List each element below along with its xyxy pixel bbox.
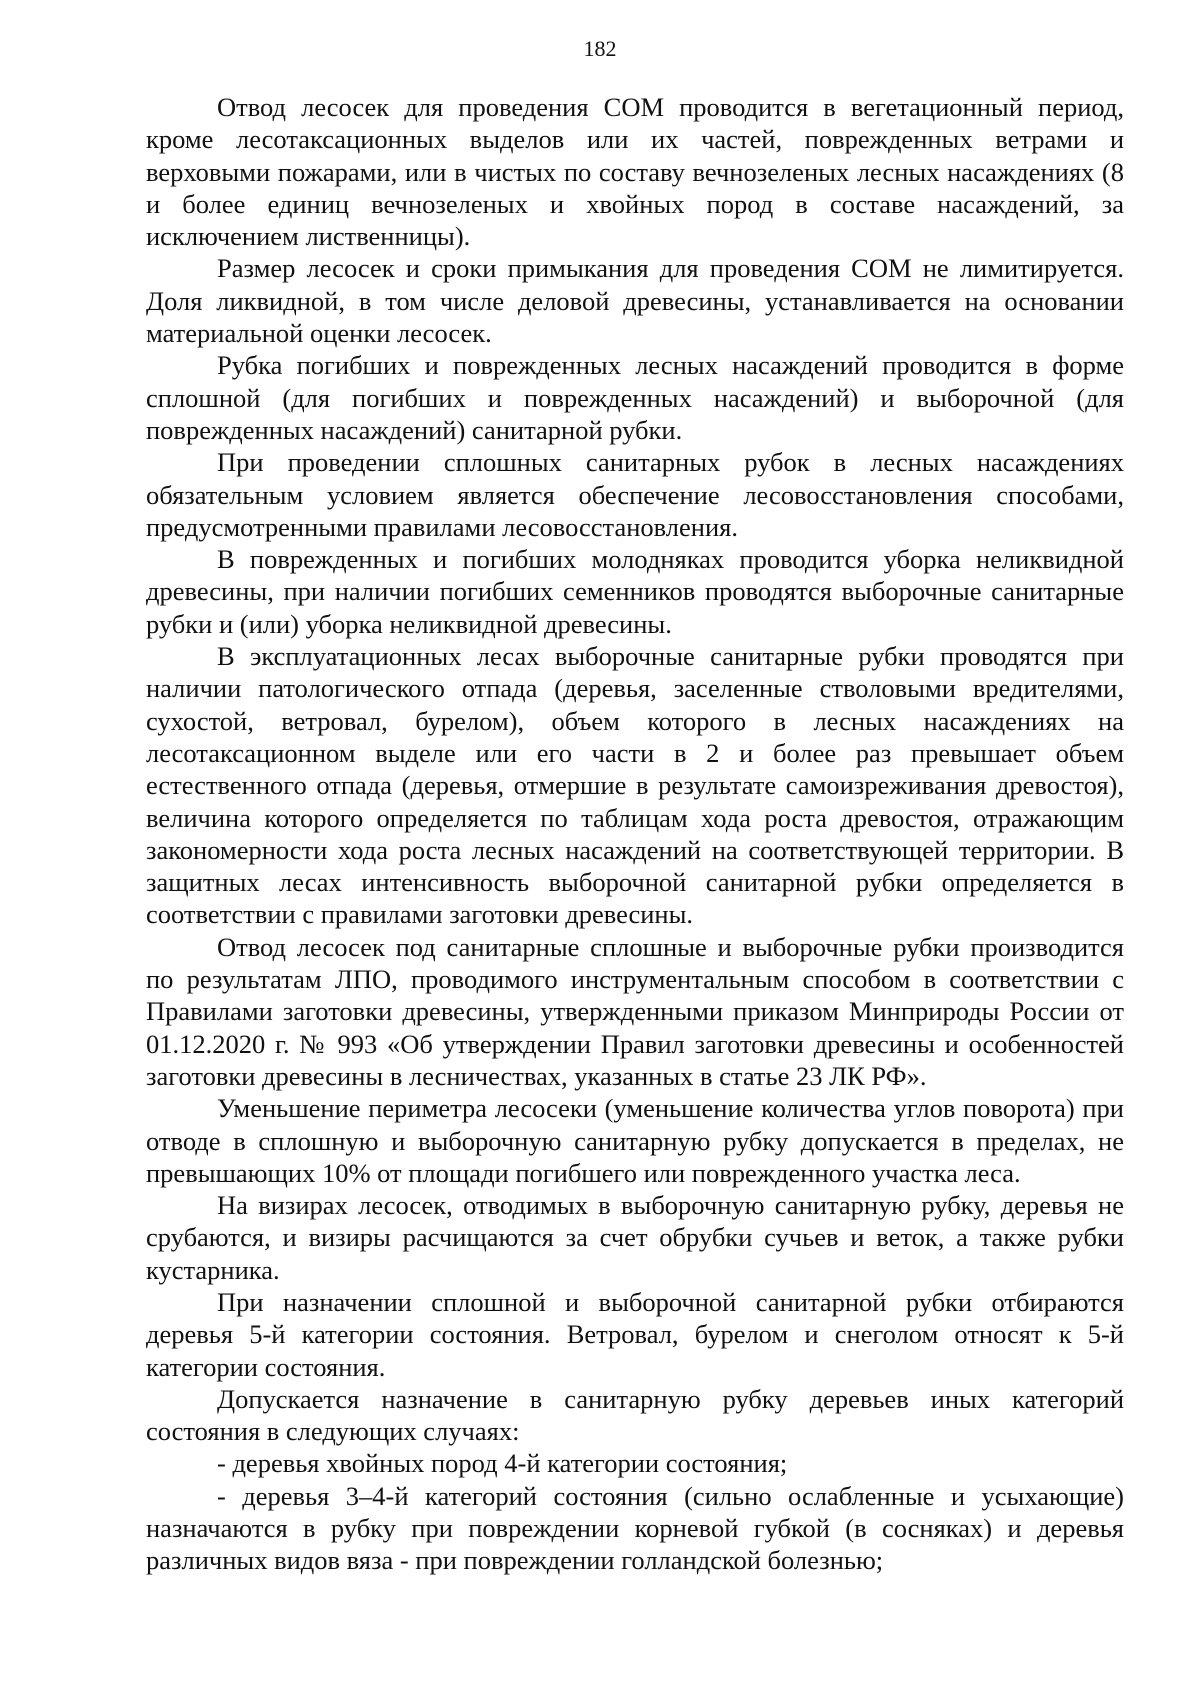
paragraph: В поврежденных и погибших молодняках проводится уборка неликвидной древесины, при наличии погибших семенников проводятся выборочные санитарные рубки и (или) уборка неликвидной древесины. bbox=[146, 544, 1124, 639]
paragraph: При проведении сплошных санитарных рубок в лесных насаждениях обязательным условием является обеспечение лесовосстановления способами, предусмотренными правилами лесовосстановления. bbox=[146, 447, 1124, 542]
list-item: - деревья 3–4-й категорий состояния (сильно ослабленные и усыхающие) назначаются в рубку при повреждении корневой губкой (в сосняках) и деревья различных видов вяза - при повреждении голландской болезнью; bbox=[146, 1480, 1124, 1576]
paragraph: Уменьшение периметра лесосеки (уменьшение количества углов поворота) при отводе в сплошную и выборочную санитарную рубку допускается в пределах, не превышающих 10% от площади погибшего или поврежденного участка леса. bbox=[146, 1093, 1124, 1188]
document-body bbox=[146, 91, 1124, 1577]
paragraph: Размер лесосек и сроки примыкания для проведения СОМ не лимитируется. Доля ликвидной, в том числе деловой древесины, устанавливается на основании материальной оценки лесосек. bbox=[146, 253, 1124, 349]
page-number: 182 bbox=[583, 36, 617, 61]
paragraph: При назначении сплошной и выборочной санитарной рубки отбираются деревья 5-й категории состояния. Ветровал, бурелом и снеголом относят к 5-й категории состояния. bbox=[146, 1286, 1124, 1382]
paragraph: Отвод лесосек для проведения СОМ проводится в вегетационный период, кроме лесотаксационных выделов или их частей, поврежденных ветрами и верховыми пожарами, или в чистых по составу вечнозеленых лесных насаждениях (8 и более единиц вечнозеленых и хвойных пород в составе насаждений, за исключением лиственницы). bbox=[146, 92, 1124, 252]
list-item: - деревья хвойных пород 4-й категории состояния; bbox=[217, 1448, 788, 1479]
paragraph: В эксплуатационных лесах выборочные санитарные рубки проводятся при наличии патологического отпада (деревья, заселенные стволовыми вредителями, сухостой, ветровал, бурелом), объем которого в лесных насаждениях на лесотаксационном выделе или его части в 2 и более раз превышает объем естественного отпада (деревья, отмершие в результате самоизреживания древостоя), величина которого определяется по таблицам хода роста древостоя, отражающим закономерности хода роста лесных насаждений на соответствующей территории. В защитных лесах интенсивность выборочной санитарной рубки определяется в соответствии с правилами заготовки древесины. bbox=[146, 641, 1124, 930]
paragraph: Рубка погибших и поврежденных лесных насаждений проводится в форме сплошной (для погибших и поврежденных насаждений) и выборочной (для поврежденных насаждений) санитарной рубки. bbox=[146, 350, 1124, 445]
paragraph: Отвод лесосек под санитарные сплошные и выборочные рубки производится по результатам ЛПО, проводимого инструментальным способом в соответствии с Правилами заготовки древесины, утвержденными приказом Минприроды России от 01.12.2020 г. № 993 «Об утверждении Правил заготовки древесины и особенностей заготовки древесины в лесничествах, указанных в статье 23 ЛК РФ». bbox=[146, 931, 1124, 1091]
paragraph: Допускается назначение в санитарную рубку деревьев иных категорий состояния в следующих случаях: bbox=[146, 1383, 1124, 1447]
paragraph: На визирах лесосек, отводимых в выборочную санитарную рубку, деревья не срубаются, и визиры расчищаются за счет обрубки сучьев и веток, а также рубки кустарника. bbox=[146, 1190, 1124, 1285]
